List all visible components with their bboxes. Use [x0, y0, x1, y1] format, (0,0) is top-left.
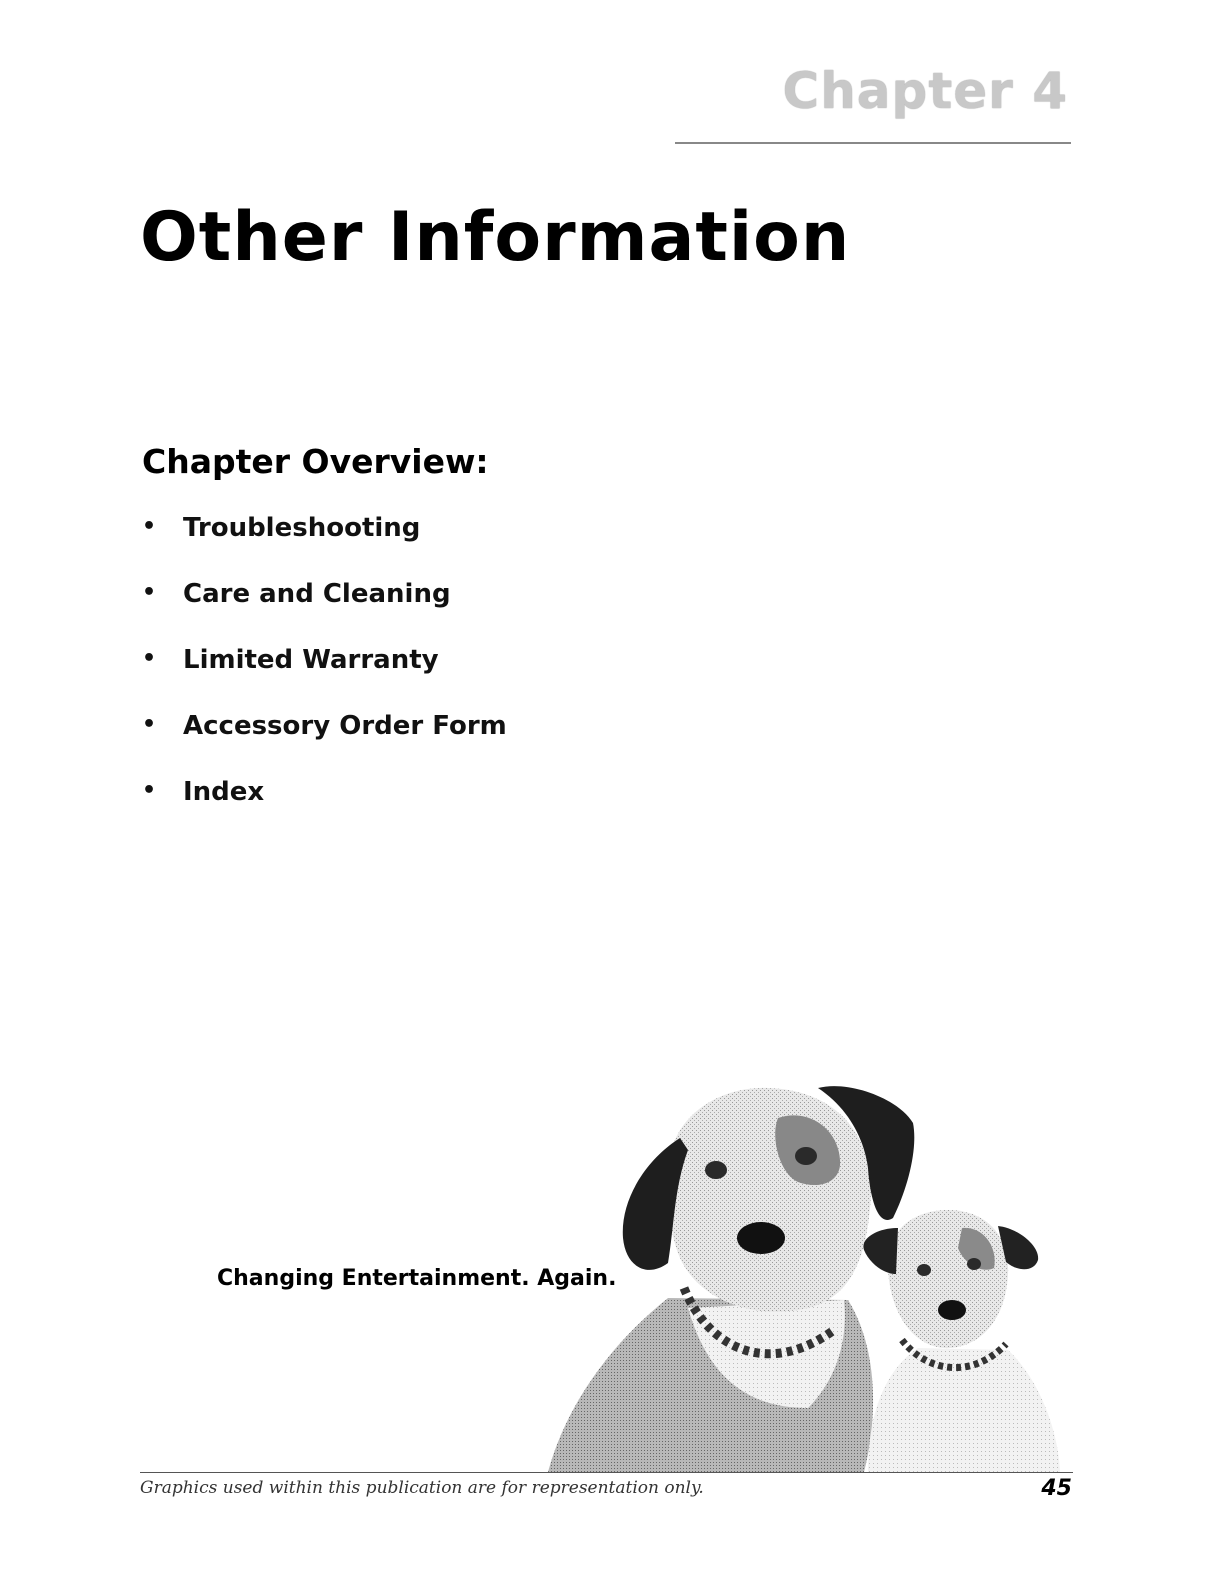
- list-item-label: Accessory Order Form: [183, 711, 507, 741]
- overview-heading: Chapter Overview:: [142, 442, 489, 481]
- list-item: [142, 772, 507, 838]
- page-number: 45: [1041, 1476, 1072, 1501]
- list-item-label: Index: [183, 777, 265, 807]
- large-dog: [548, 1086, 914, 1472]
- list-item: [142, 508, 507, 574]
- list-item: [142, 706, 507, 772]
- chapter-divider: [675, 142, 1071, 144]
- small-dog: [863, 1210, 1060, 1472]
- page-title: Other Information: [140, 198, 851, 277]
- bullet-icon: •: [142, 514, 157, 539]
- dogs-illustration: [548, 1078, 1073, 1472]
- footer-divider: [140, 1472, 1073, 1473]
- bullet-icon: •: [142, 580, 157, 605]
- list-item-label: Care and Cleaning: [183, 579, 451, 609]
- list-item: [142, 574, 507, 640]
- list-item-label: Troubleshooting: [183, 513, 421, 543]
- footer-note: Graphics used within this publication are for representation only.: [140, 1478, 704, 1498]
- tagline: Changing Entertainment. Again.: [217, 1266, 617, 1291]
- list-item-label: Limited Warranty: [183, 645, 439, 675]
- chapter-label: Chapter 4: [782, 62, 1068, 120]
- bullet-icon: •: [142, 712, 157, 737]
- list-item: [142, 640, 507, 706]
- bullet-icon: •: [142, 778, 157, 803]
- overview-list: [142, 508, 507, 838]
- bullet-icon: •: [142, 646, 157, 671]
